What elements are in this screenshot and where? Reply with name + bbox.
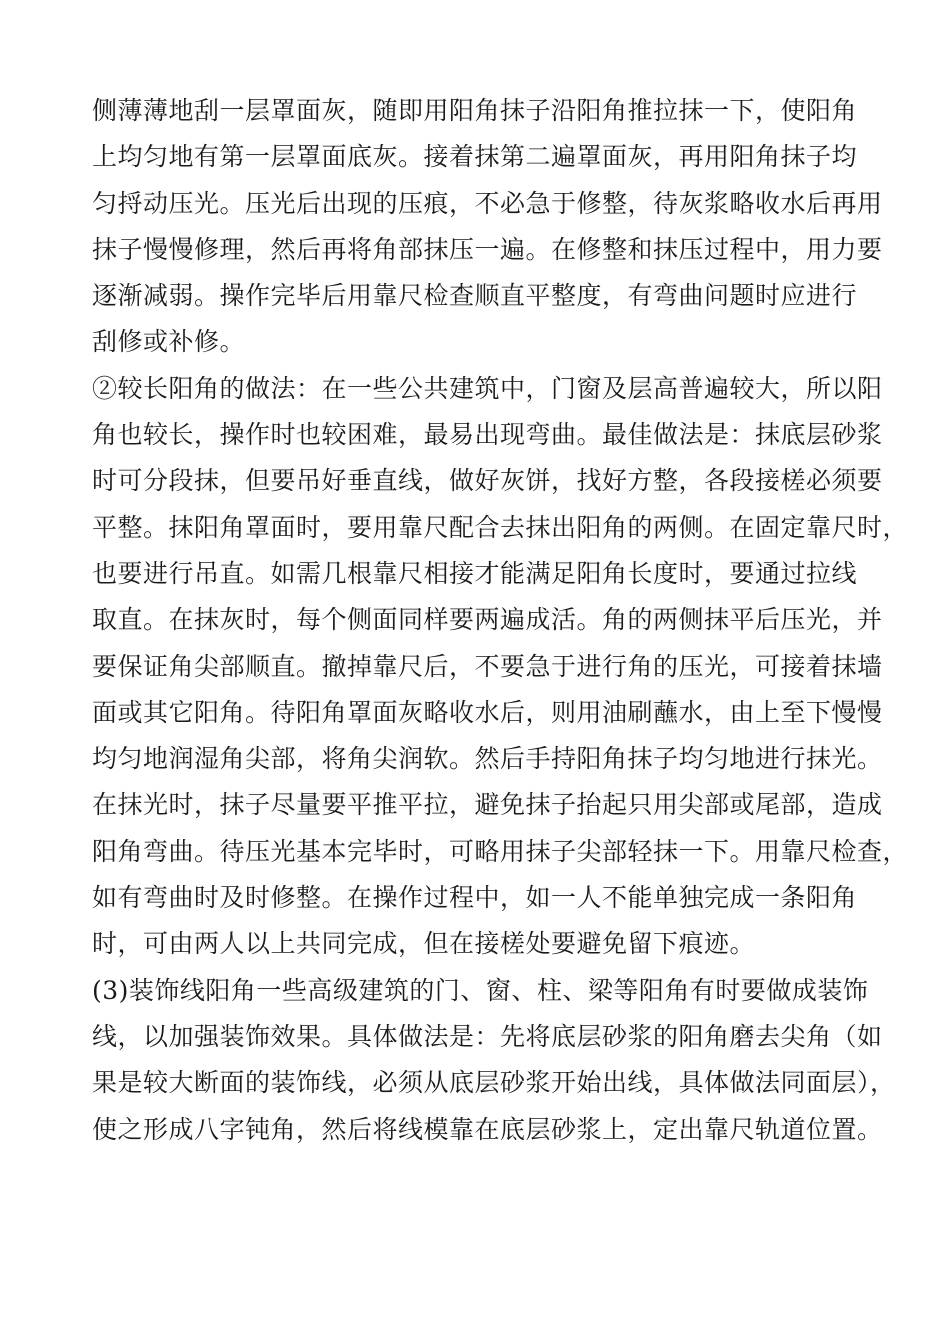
text-line: 上均匀地有第一层罩面底灰。接着抹第二遍罩面灰，再用阳角抹子均 <box>92 142 858 172</box>
text-line: 果是较大断面的装饰线，必须从底层砂浆开始出线，具体做法同面层）， <box>92 1068 896 1098</box>
text-line: 抹子慢慢修理，然后再将角部抹压一遍。在修整和抹压过程中，用力要 <box>92 234 883 264</box>
text-line: 平整。抹阳角罩面时，要用靠尺配合去抹出阳角的两侧。在固定靠尺时， <box>92 512 909 542</box>
text-line: 时可分段抹，但要吊好垂直线，做好灰饼，找好方整，各段接槎必须要 <box>92 466 883 496</box>
text-line: (3)装饰线阳角一些高级建筑的门、窗、柱、梁等阳角有时要做成装饰 <box>92 975 869 1005</box>
text-line: 阳角弯曲。待压光基本完毕时，可略用抹子尖部轻抹一下。用靠尺检查， <box>92 836 909 866</box>
text-line: 要保证角尖部顺直。撤掉靠尺后，不要急于进行角的压光，可接着抹墙 <box>92 651 883 681</box>
text-line: 取直。在抹灰时，每个侧面同样要两遍成活。角的两侧抹平后压光，并 <box>92 605 883 635</box>
text-line: 角也较长，操作时也较困难，最易出现弯曲。最佳做法是：抹底层砂浆 <box>92 420 883 450</box>
text-line: 在抹光时，抹子尽量要平推平拉，避免抹子抬起只用尖部或尾部，造成 <box>92 790 883 820</box>
text-line: 刮修或补修。 <box>92 327 246 357</box>
text-line: 面或其它阳角。待阳角罩面灰略收水后，则用油刷蘸水，由上至下慢慢 <box>92 697 883 727</box>
text-line: 也要进行吊直。如需几根靠尺相接才能满足阳角长度时，要通过拉线 <box>92 558 858 588</box>
text-line: 均匀地润湿角尖部，将角尖润软。然后手持阳角抹子均匀地进行抹光。 <box>92 744 883 774</box>
body-text <box>92 88 909 1153</box>
text-line: 逐渐减弱。操作完毕后用靠尺检查顺直平整度，有弯曲问题时应进行 <box>92 281 858 311</box>
text-line: 时，可由两人以上共同完成，但在接槎处要避免留下痕迹。 <box>92 929 756 959</box>
text-line: 匀捋动压光。压光后出现的压痕，不必急于修整，待灰浆略收水后再用 <box>92 188 883 218</box>
text-line: 线，以加强装饰效果。具体做法是：先将底层砂浆的阳角磨去尖角（如 <box>92 1021 883 1051</box>
text-line: 如有弯曲时及时修整。在操作过程中，如一人不能单独完成一条阳角 <box>92 883 858 913</box>
text-line: 侧薄薄地刮一层罩面灰，随即用阳角抹子沿阳角推拉抹一下，使阳角 <box>92 96 858 125</box>
text-line: 使之形成八字钝角，然后将线模靠在底层砂浆上，定出靠尺轨道位置。 <box>92 1114 883 1144</box>
text-line: ②较长阳角的做法：在一些公共建筑中，门窗及层高普遍较大，所以阳 <box>92 373 883 403</box>
